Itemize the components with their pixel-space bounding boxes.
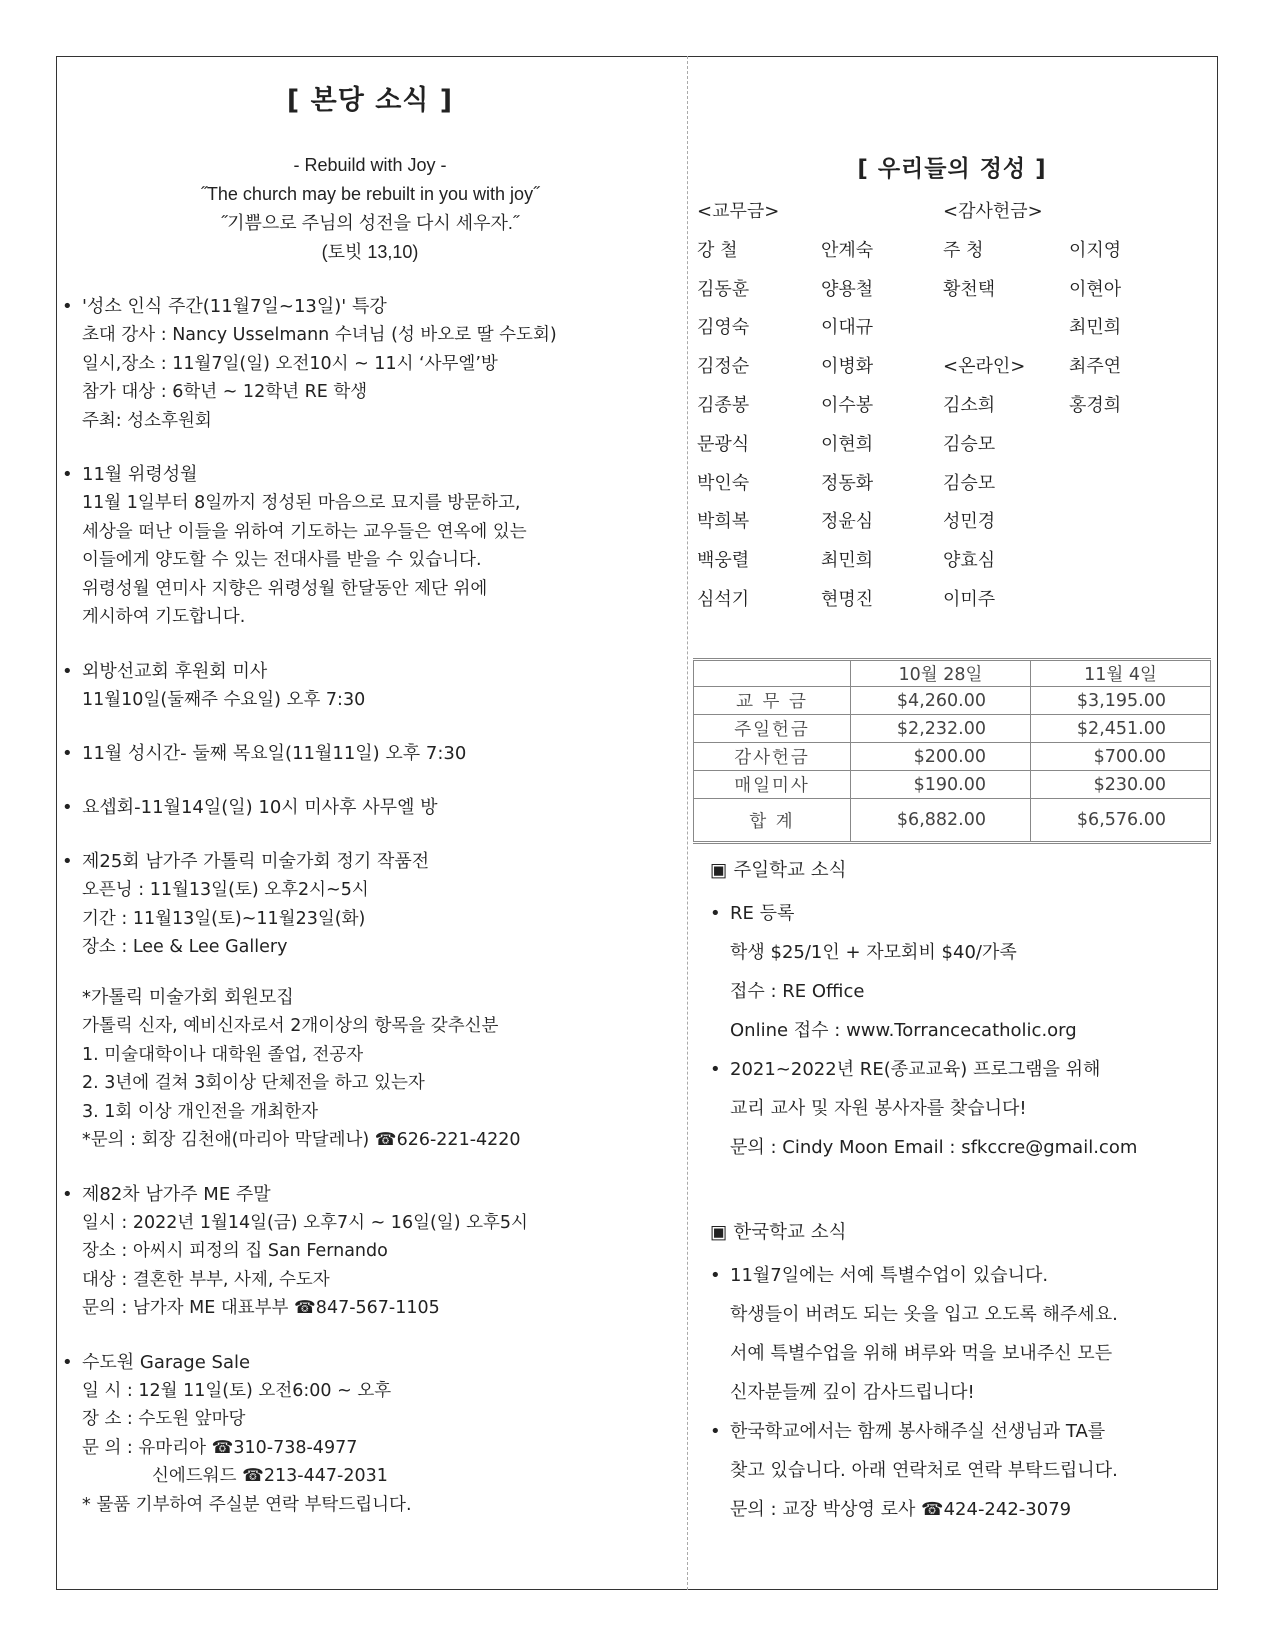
- parish-news-title: [ 본당 소식 ]: [286, 85, 454, 116]
- donor-name: [1069, 465, 1121, 504]
- donor-name: 김승모: [943, 433, 996, 455]
- news-item: [60, 658, 680, 715]
- news-item-line: 일 시 : 12월 11일(토) 오전6:00 ~ 오후: [82, 1380, 392, 1401]
- news-item-heading: • 11월 위령성월: [60, 461, 680, 489]
- news-item-line: 위령성월 연미사 지향은 위령성월 한달동안 제단 위에: [82, 578, 488, 599]
- table-header-cell: [694, 660, 851, 687]
- donor-name: 강 철: [697, 239, 738, 261]
- donor-name: 이미주: [943, 588, 996, 610]
- list-item-line: 신자분들께 깊이 감사드립니다!: [730, 1382, 975, 1403]
- list-item-line: 학생 $25/1인 + 자모회비 $40/가족: [730, 942, 1017, 963]
- news-item-line: 11월 1일부터 8일까지 정성된 마음으로 묘지를 방문하고,: [82, 493, 521, 513]
- korean-school-heading: ▣ 한국학교 소식: [710, 1222, 847, 1243]
- sunday-school-heading: ▣ 주일학교 소식: [710, 860, 847, 881]
- table-cell: 합 계: [694, 799, 851, 843]
- news-item-line: 일시 : 2022년 1월14일(금) 오후7시 ~ 16일(일) 오후5시: [82, 1212, 528, 1233]
- donor-name: [1069, 426, 1121, 465]
- donor-name: 백웅렬: [697, 550, 750, 572]
- donor-name: 김승모: [943, 472, 996, 494]
- table-cell: $230.00: [1031, 771, 1211, 799]
- news-item-line: 2. 3년에 걸쳐 3회이상 단체전을 하고 있는자: [82, 1073, 425, 1093]
- news-item-heading: • 제25회 남가주 가톨릭 미술가회 정기 작품전: [60, 848, 680, 876]
- offerings-column: [697, 150, 1207, 613]
- donor-name: 김종봉: [697, 394, 750, 416]
- donor-name: 안계숙: [821, 239, 874, 261]
- table-cell: 감사헌금: [694, 743, 851, 771]
- offerings-title: [ 우리들의 정성 ]: [857, 156, 1047, 182]
- table-row: [694, 799, 1211, 843]
- news-item-heading: • 11월 성시간- 둘째 목요일(11월11일) 오후 7:30: [60, 740, 680, 768]
- donor-name: 이병화: [821, 356, 874, 378]
- table-cell: 매일미사: [694, 771, 851, 799]
- news-item-line: 장소 : Lee & Lee Gallery: [82, 937, 288, 957]
- donor-name: 현명진: [821, 588, 874, 610]
- list-item-line: 찾고 있습니다. 아래 연락처로 연락 부탁드립니다.: [730, 1460, 1118, 1481]
- list-item: • 11월7일에는 서예 특별수업이 있습니다.: [710, 1256, 1210, 1295]
- table-row: [694, 715, 1211, 743]
- news-item-line: 장 소 : 수도원 앞마당: [82, 1409, 246, 1429]
- table-row: [694, 687, 1211, 715]
- donor-name: [1069, 581, 1121, 620]
- donor-column-2: [821, 193, 873, 620]
- news-item-line: 1. 미술대학이나 대학원 졸업, 전공자: [82, 1044, 364, 1065]
- news-item: [60, 794, 680, 822]
- table-cell: $4,260.00: [851, 687, 1031, 715]
- news-item-line: 이들에게 양도할 수 있는 전대사를 받을 수 있습니다.: [82, 550, 482, 570]
- donor-name: 최주연: [1069, 356, 1122, 378]
- donor-name: 심석기: [697, 588, 750, 610]
- offering-table: [693, 658, 1211, 844]
- list-item: • 한국학교에서는 함께 봉사해주실 선생님과 TA를: [710, 1412, 1210, 1451]
- korean-school-section: [710, 1218, 1210, 1529]
- table-cell: 교 무 금: [694, 687, 851, 715]
- news-subsection-heading: *가톨릭 미술가회 회원모집: [82, 986, 294, 1008]
- motto-line: - Rebuild with Joy -: [293, 155, 447, 175]
- news-item-line: 참가 대상 : 6학년 ~ 12학년 RE 학생: [82, 382, 368, 402]
- news-item: [60, 740, 680, 768]
- table-cell: $6,576.00: [1031, 799, 1211, 843]
- list-item-line: Online 접수 : www.Torrancecatholic.org: [730, 1020, 1077, 1041]
- table-cell: $200.00: [851, 743, 1031, 771]
- donor-name: 김영숙: [697, 317, 750, 339]
- news-item: [60, 461, 680, 632]
- donor-column-4: [1069, 193, 1121, 620]
- motto-line: ˝기쁨으로 주님의 성전을 다시 세우자.˝: [221, 213, 519, 233]
- news-item-line: 신에드워드 ☎213-447-2031: [152, 1466, 388, 1486]
- donor-name: 양효심: [943, 550, 996, 572]
- news-item-line: 문의 : 남가자 ME 대표부부 ☎847-567-1105: [82, 1298, 440, 1318]
- donor-name: 이현희: [821, 433, 874, 455]
- list-item-line: 학생들이 버려도 되는 옷을 입고 오도록 해주세요.: [730, 1304, 1118, 1325]
- list-item-line: 교리 교사 및 자원 봉사자를 찾습니다!: [730, 1098, 1027, 1119]
- donor-name: 이지영: [1069, 239, 1122, 261]
- news-item-line: 오픈닝 : 11월13일(토) 오후2시~5시: [82, 880, 369, 900]
- donor-name: 문광식: [697, 433, 750, 455]
- table-header-cell: 10월 28일: [851, 660, 1031, 687]
- list-item-line: 문의 : 교장 박상영 로사 ☎424-242-3079: [730, 1499, 1072, 1520]
- donor-name: 황천택: [943, 278, 996, 300]
- motto: [60, 151, 680, 267]
- donor-name: 최민희: [1069, 317, 1122, 339]
- donor-name: 홍경희: [1069, 394, 1122, 416]
- news-item-line: 3. 1회 이상 개인전을 개최한자: [82, 1101, 319, 1122]
- donor-name: 정윤심: [821, 511, 874, 533]
- donor-name: 박인숙: [697, 472, 750, 494]
- donor-name: 주 청: [943, 239, 984, 261]
- sunday-school-section: [710, 856, 1210, 1167]
- table-cell: 주일헌금: [694, 715, 851, 743]
- donor-name: 박희복: [697, 511, 750, 533]
- donor-name: [821, 193, 873, 232]
- donor-list: [697, 193, 1207, 613]
- table-cell: $190.00: [851, 771, 1031, 799]
- donor-name: 양용철: [821, 278, 874, 300]
- table-row: [694, 743, 1211, 771]
- table-cell: $2,451.00: [1031, 715, 1211, 743]
- donor-name: 김소희: [943, 394, 996, 416]
- list-item: • RE 등록: [710, 894, 1210, 933]
- news-item-line: 초대 강사 : Nancy Usselmann 수녀님 (성 바오로 딸 수도회): [82, 325, 557, 345]
- donor-name: [1069, 542, 1121, 581]
- donor-name: 김동훈: [697, 278, 750, 300]
- table-cell: $700.00: [1031, 743, 1211, 771]
- news-item-line: 세상을 떠난 이들을 위하여 기도하는 교우들은 연옥에 있는: [82, 521, 527, 542]
- news-item-line: * 물품 기부하여 주실분 연락 부탁드립니다.: [82, 1494, 412, 1515]
- news-item-line: 기간 : 11월13일(토)~11월23일(화): [82, 908, 366, 929]
- table-header-cell: 11월 4일: [1031, 660, 1211, 687]
- table-cell: $3,195.00: [1031, 687, 1211, 715]
- news-item-line: *문의 : 회장 김천애(마리아 막달레나) ☎626-221-4220: [82, 1130, 521, 1150]
- news-item: [60, 1349, 680, 1520]
- parish-news-column: [60, 78, 680, 1519]
- donor-name: 김정순: [697, 356, 750, 378]
- donor-name: <교무금>: [697, 201, 780, 222]
- donor-name: <감사헌금>: [943, 201, 1043, 222]
- news-item-heading: • 요셉회-11월14일(일) 10시 미사후 사무엘 방: [60, 794, 680, 822]
- donor-name: [943, 309, 1043, 348]
- table-cell: $6,882.00: [851, 799, 1031, 843]
- news-subsection: [60, 984, 680, 1155]
- donor-name: 이수봉: [821, 394, 874, 416]
- table-header-row: [694, 660, 1211, 687]
- donor-name: <온라인>: [943, 356, 1026, 378]
- news-item-line: 장소 : 아씨시 피정의 집 San Fernando: [82, 1241, 388, 1261]
- news-item-line: 대상 : 결혼한 부부, 사제, 수도자: [82, 1269, 330, 1290]
- donor-name: 정동화: [821, 472, 874, 494]
- list-item: • 2021~2022년 RE(종교교육) 프로그램을 위해: [710, 1050, 1210, 1089]
- list-item-line: 문의 : Cindy Moon Email : sfkccre@gmail.com: [730, 1137, 1138, 1158]
- donor-name: [1069, 503, 1121, 542]
- donor-column-3: [943, 193, 1043, 620]
- list-item-line: 서예 특별수업을 위해 벼루와 먹을 보내주신 모든: [730, 1343, 1113, 1364]
- news-item: [60, 293, 680, 435]
- news-item: [60, 848, 680, 1155]
- news-item-line: 일시,장소 : 11월7일(일) 오전10시 ~ 11시 ‘사무엘’방: [82, 353, 498, 374]
- news-item-line: 게시하여 기도합니다.: [82, 607, 246, 627]
- donor-name: 성민경: [943, 511, 996, 533]
- news-item-heading: • 제82차 남가주 ME 주말: [60, 1181, 680, 1209]
- donor-name: 이현아: [1069, 278, 1122, 300]
- news-item-line: 주최: 성소후원회: [82, 410, 212, 431]
- table-row: [694, 771, 1211, 799]
- motto-line: (토빗 13,10): [321, 242, 419, 262]
- news-item-line: 가톨릭 신자, 예비신자로서 2개이상의 항목을 갖추신분: [82, 1016, 499, 1036]
- donor-name: 최민희: [821, 550, 874, 572]
- news-item: [60, 1181, 680, 1323]
- news-item-heading: • '성소 인식 주간(11월7일~13일)' 특강: [60, 293, 680, 321]
- donor-name: 이대규: [821, 317, 874, 339]
- news-items: [60, 293, 680, 1519]
- donor-name: [1069, 193, 1121, 232]
- table-cell: $2,232.00: [851, 715, 1031, 743]
- donor-column-1: [697, 193, 779, 620]
- list-item-line: 접수 : RE Office: [730, 981, 865, 1002]
- news-item-line: 문 의 : 유마리아 ☎310-738-4977: [82, 1437, 358, 1458]
- column-divider: [687, 56, 688, 1590]
- news-item-heading: • 수도원 Garage Sale: [60, 1349, 680, 1377]
- news-item-line: 11월10일(둘째주 수요일) 오후 7:30: [82, 689, 366, 710]
- motto-line: ˝The church may be rebuilt in you with joy˝: [200, 184, 540, 204]
- news-item-heading: • 외방선교회 후원회 미사: [60, 658, 680, 686]
